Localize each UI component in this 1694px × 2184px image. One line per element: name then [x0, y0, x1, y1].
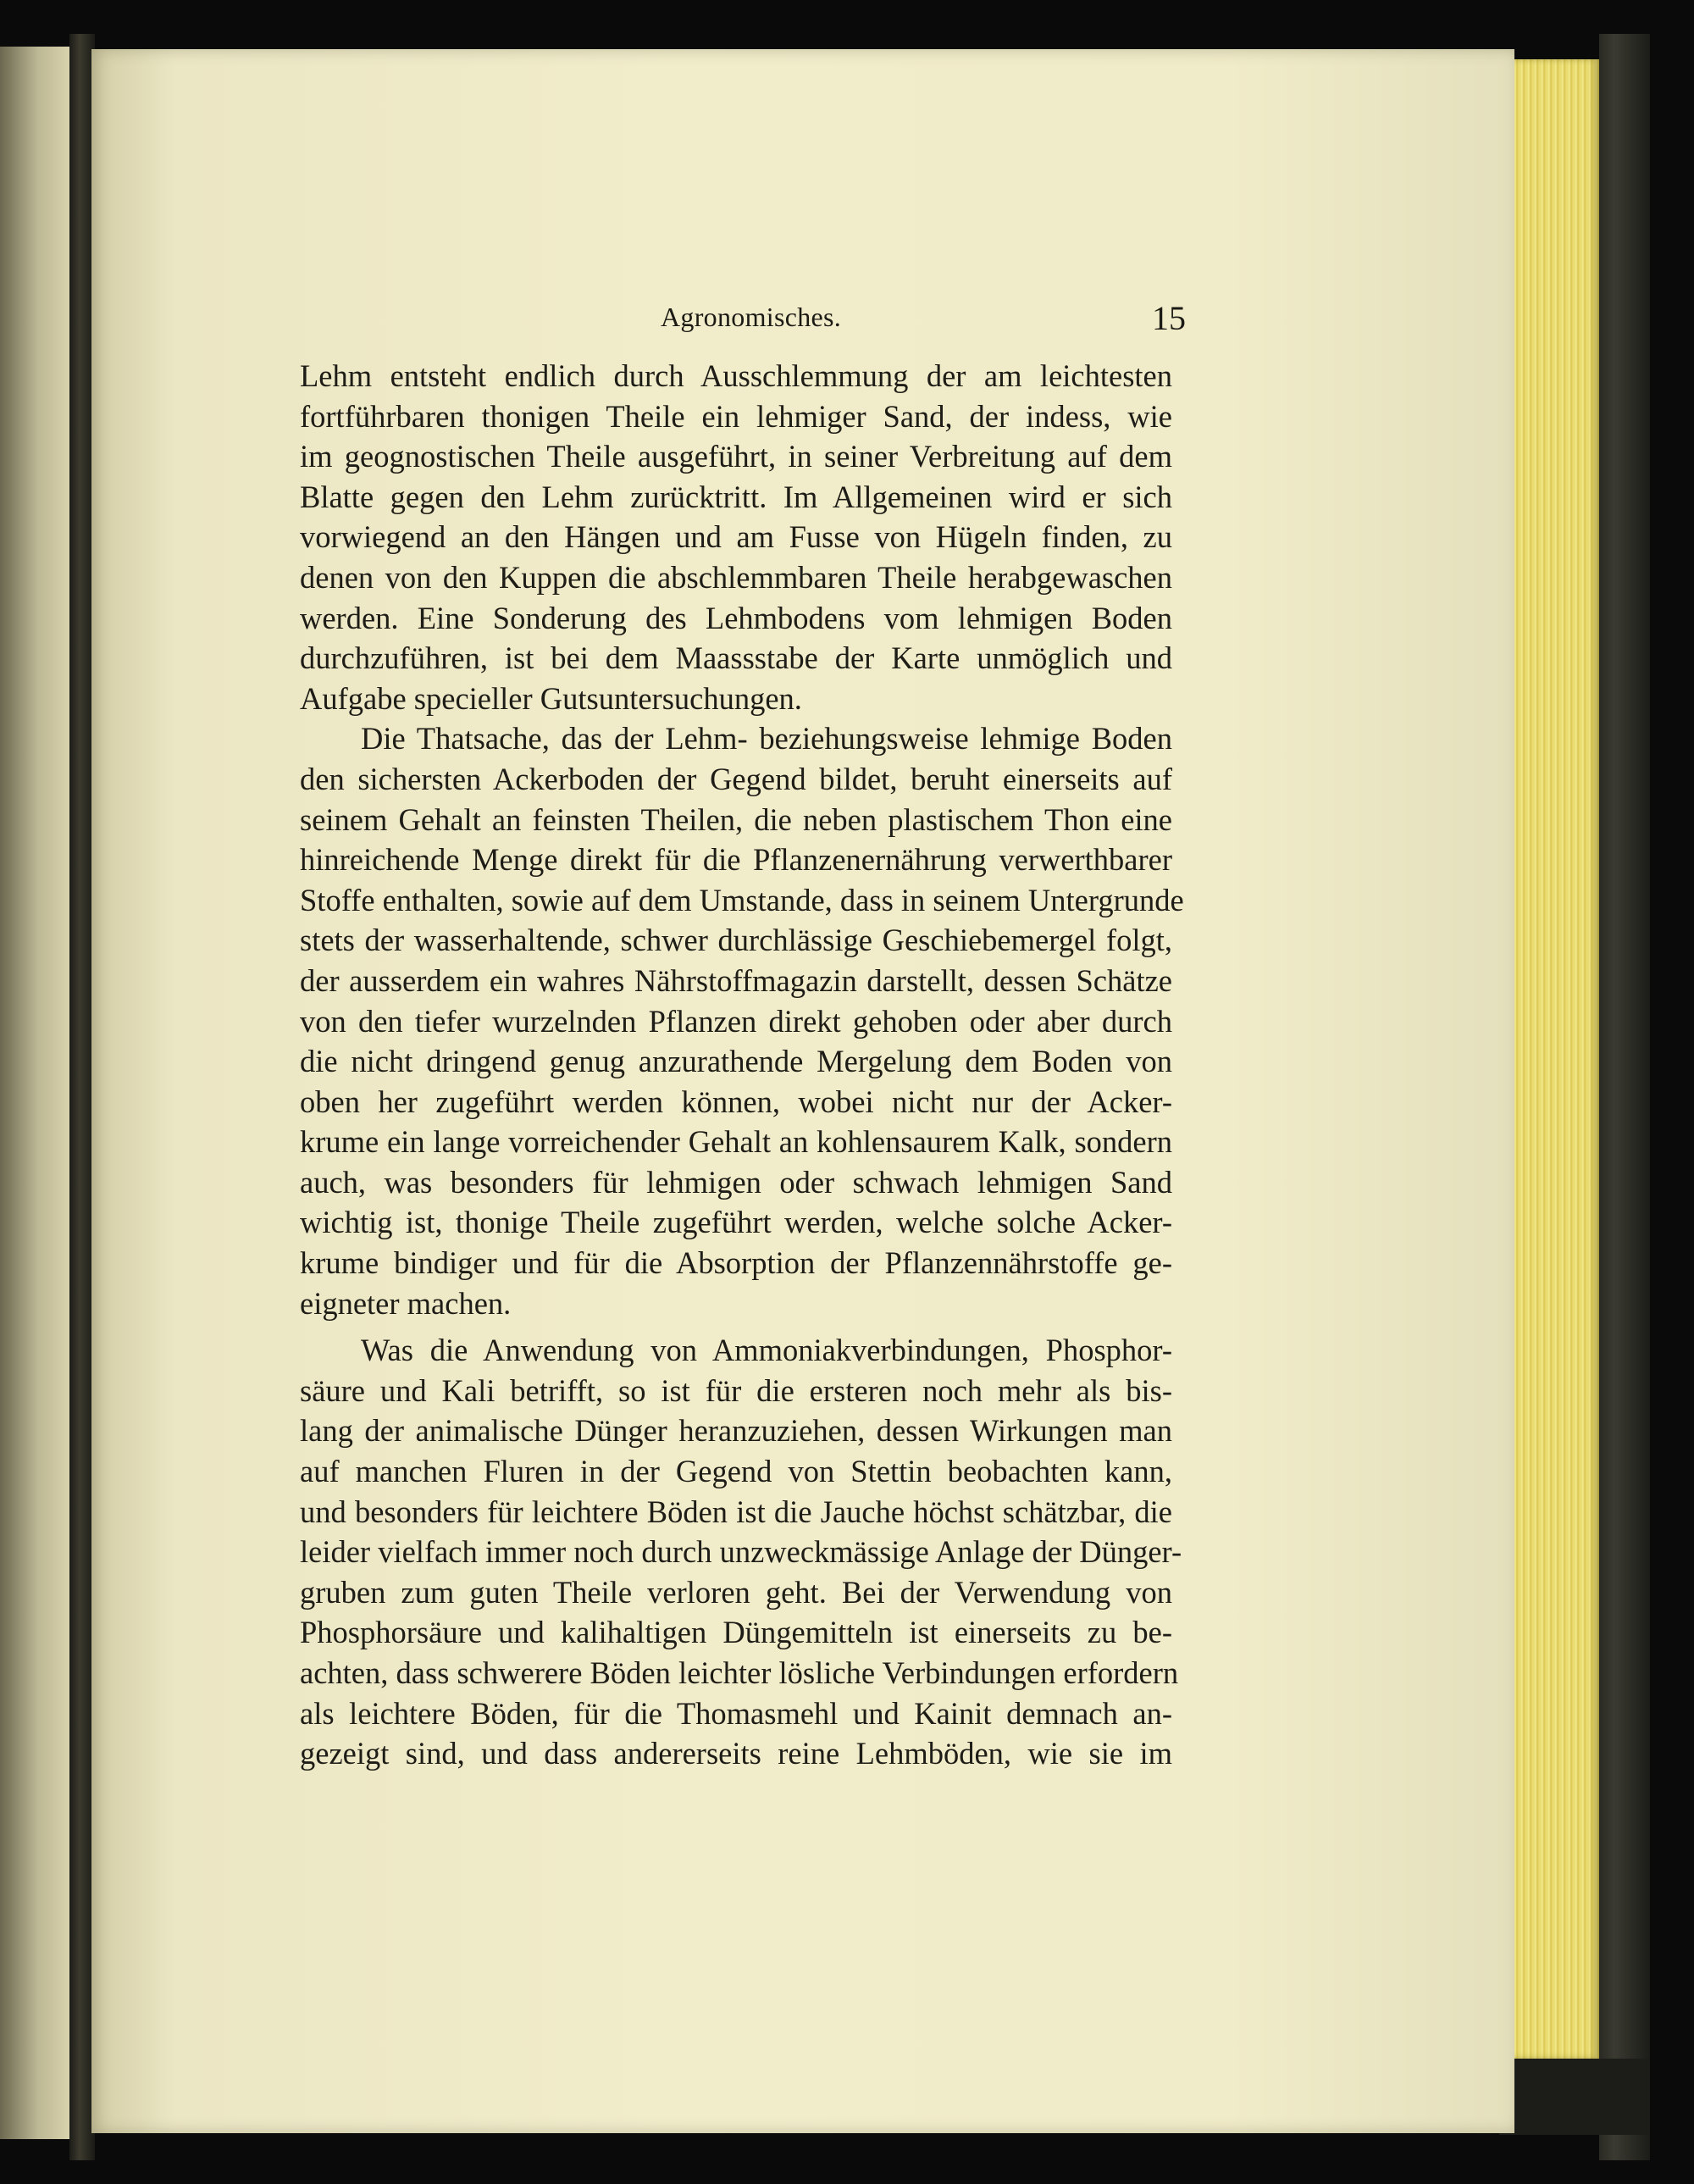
text-line: Was die Anwendung von Ammoniakverbindungen, Phosphor- [361, 1333, 1172, 1368]
text-line: auch, was besonders für lehmigen oder schwach lehmigen Sand [300, 1164, 1172, 1200]
text-line: hinreichende Menge direkt für die Pflanzenernährung verwerthbarer [300, 842, 1172, 878]
page-number: 15 [1152, 299, 1186, 337]
text-line: säure und Kali betrifft, so ist für die ersteren noch mehr als bis- [300, 1372, 1172, 1408]
text-line: die nicht dringend genug anzurathende Mergelung dem Boden von [300, 1044, 1172, 1079]
text-line: im geognostischen Theile ausgeführt, in seiner Verbreitung auf dem [300, 439, 1172, 474]
paragraph-3 [300, 1330, 1182, 1774]
text-line: oben her zugeführt werden können, wobei nicht nur der Acker- [300, 1084, 1172, 1119]
text-line: Lehm entsteht endlich durch Ausschlemmung der am leichtesten [300, 358, 1172, 393]
paragraph-1 [300, 356, 1172, 718]
book-cover-corner [1499, 2059, 1650, 2135]
text-line: und besonders für leichtere Böden ist die Jauche höchst schätzbar, die [300, 1494, 1172, 1529]
text-line: Aufgabe specieller Gutsuntersuchungen. [300, 680, 802, 716]
text-line: achten, dass schwerere Böden leichter lösliche Verbindungen erfordern [300, 1655, 1179, 1690]
text-line: Phosphorsäure und kalihaltigen Düngemitteln ist einerseits zu be- [300, 1615, 1172, 1650]
text-line: seinem Gehalt an feinsten Theilen, die neben plastischem Thon eine [300, 801, 1172, 837]
text-line: werden. Eine Sonderung des Lehmbodens vom lehmigen Boden [300, 600, 1172, 635]
text-line: fortführbaren thonigen Theile ein lehmiger Sand, der indess, wie [300, 398, 1172, 434]
text-line: gruben zum guten Theile verloren geht. Bei der Verwendung von [300, 1574, 1172, 1610]
text-line: Blatte gegen den Lehm zurücktritt. Im Allgemeinen wird er sich [300, 479, 1172, 514]
text-line: von den tiefer wurzelnden Pflanzen direkt gehoben oder aber durch [300, 1003, 1172, 1039]
text-line: Die Thatsache, das der Lehm- beziehungsweise lehmige Boden [361, 721, 1172, 757]
text-line: als leichtere Böden, für die Thomasmehl und Kainit demnach an- [300, 1695, 1172, 1731]
text-line: wichtig ist, thonige Theile zugeführt werden, welche solche Acker- [300, 1205, 1172, 1240]
page-header [305, 298, 1186, 341]
text-line: stets der wasserhaltende, schwer durchlässige Geschiebemergel folgt, [300, 923, 1172, 958]
text-line: auf manchen Fluren in der Gegend von Stettin beobachten kann, [300, 1454, 1172, 1489]
text-line: vorwiegend an den Hängen und am Fusse von Hügeln finden, zu [300, 519, 1172, 555]
text-line: gezeigt sind, und dass andererseits reine Lehmböden, wie sie im [300, 1736, 1172, 1771]
running-title: Agronomisches. [661, 302, 842, 332]
text-line: durchzuführen, ist bei dem Maassstabe der Karte unmöglich und [300, 640, 1172, 676]
text-line: eigneter machen. [300, 1285, 512, 1321]
text-line: der ausserdem ein wahres Nährstoffmagazin darstellt, dessen Schätze [300, 962, 1172, 998]
text-line: krume ein lange vorreichender Gehalt an kohlensaurem Kalk, sondern [300, 1124, 1172, 1160]
paragraph-spacing [300, 1323, 1172, 1330]
text-line: Stoffe enthalten, sowie auf dem Umstande, dass in seinem Untergrunde [300, 882, 1184, 917]
previous-page-edge [0, 47, 69, 2139]
text-line: lang der animalische Dünger heranzuziehen, dessen Wirkungen man [300, 1413, 1172, 1449]
text-line: leider vielfach immer noch durch unzweckmässige Anlage der Dünger- [300, 1534, 1182, 1570]
text-line: den sichersten Ackerboden der Gegend bildet, beruht einerseits auf [300, 761, 1172, 796]
paragraph-2 [300, 718, 1184, 1323]
book-cover-edge [1599, 34, 1650, 2160]
text-line: krume bindiger und für die Absorption der Pflanzennährstoffe ge- [300, 1245, 1172, 1281]
text-line: denen von den Kuppen die abschlemmbaren Theile herabgewaschen [300, 559, 1172, 595]
page-body [300, 356, 1184, 1774]
